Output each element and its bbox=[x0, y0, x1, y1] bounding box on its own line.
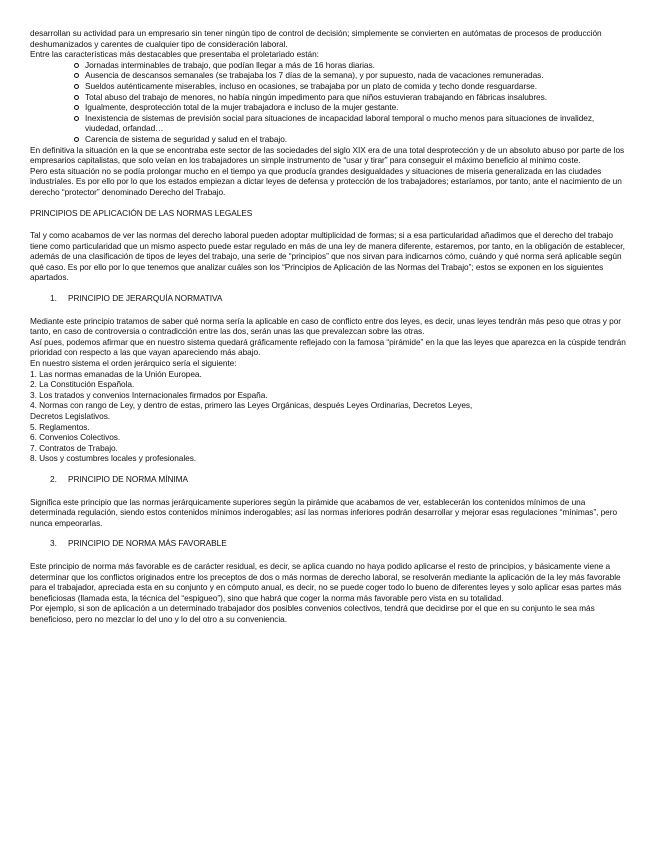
principios-heading: PRINCIPIOS DE APLICACIÓN DE LAS NORMAS LEGALES bbox=[30, 207, 253, 218]
favorable-paragraph-2: Por ejemplo, si son de aplicación a un determinado trabajador dos posibles convenios colectivos, tendrá que decidirse por el que en su conjunto le sea más beneficioso, pero no mezclar lo del uno y lo del otro a su conveniencia. bbox=[30, 603, 595, 624]
list-item: Sueldos auténticamente miserables, incluso en ocasiones, se trabajaba por un plato de comida y techo donde resguardarse. bbox=[74, 81, 630, 92]
list-item: Ausencia de descansos semanales (se trabajaba los 7 días de la semana), y por supuesto, nada de vacaciones remuneradas. bbox=[74, 70, 630, 81]
section-number: 3. bbox=[50, 538, 57, 549]
intro-paragraph-3: En definitiva la situación en la que se encontraba este sector de las sociedades del siglo XIX era de una total desprotección y de un absoluto abuso por parte de los empresarios capitalistas, que solo veían en los trabajadores un simple instrumento de “usar y tirar” para conseguir el máximo beneficio al mínimo coste. bbox=[30, 144, 625, 166]
minima-heading bbox=[30, 474, 630, 485]
intro-paragraph-4: Pero esta situación no se podía prolongar mucho en el tiempo ya que producía grandes desigualdades y situaciones de miseria generalizada en las ciudades industriales. Es por ello por lo que los estados empiezan a dictar leyes de defensa y protección de los trabajadores; estaríamos, por tanto, ante el nacimiento de un derecho “protector” denominado Derecho del Trabajo. bbox=[30, 165, 622, 197]
section-number: 2. bbox=[50, 473, 57, 484]
list-item: Inexistencia de sistemas de previsión social para situaciones de incapacidad laboral temporal o mucho menos para situaciones de invalidez, viudedad, orfandad… bbox=[74, 113, 630, 134]
characteristics-list bbox=[30, 60, 630, 145]
list-item: Total abuso del trabajo de menores, no había ningún impedimento para que niños estuvieran trabajando en fábricas insalubres. bbox=[74, 92, 630, 103]
jerarquia-heading bbox=[30, 293, 630, 304]
favorable-heading bbox=[30, 538, 630, 549]
list-item: 6. Convenios Colectivos. bbox=[30, 432, 121, 443]
section-number: 1. bbox=[50, 293, 57, 304]
list-item: 1. Las normas emanadas de la Unión Europea. bbox=[30, 368, 202, 379]
favorable-paragraph-1: Este principio de norma más favorable es de carácter residual, es decir, se aplica cuando no haya podido aplicarse el resto de principios, y básicamente viene a determinar que los conflictos originados entre los preceptos de dos o más normas de derecho laboral, se resolverán mediante la aplicación de la ley más favorable para el trabajador, apreciada esta en su conjunto y en cómputo anual, es decir, no se puede coger todo lo bueno de diferentes leyes y solo aplicar esas partes más beneficiosas (llamada esta, la técnica del “espigueo”), sino que habrá que coger la norma más favorable pero vista en su totalidad. bbox=[30, 560, 622, 603]
list-item: Igualmente, desprotección total de la mujer trabajadora e incluso de la mujer gestante. bbox=[74, 102, 630, 113]
document-page bbox=[30, 28, 630, 625]
list-item: 2. La Constitución Española. bbox=[30, 379, 135, 390]
list-item: Jornadas interminables de trabajo, que podían llegar a más de 16 horas diarias. bbox=[74, 60, 630, 71]
list-item: Decretos Legislativos. bbox=[30, 411, 111, 421]
list-item: 5. Reglamentos. bbox=[30, 421, 90, 432]
section-title: PRINCIPIO DE NORMA MÁS FAVORABLE bbox=[68, 538, 227, 549]
intro-paragraph-1: desarrollan su actividad para un empresario sin tener ningún tipo de control de decisión; simplemente se convierten en autómatas de procesos de producción deshumanizados y carentes de cualquier tipo de consideración laboral. bbox=[30, 28, 602, 49]
principios-paragraph: Tal y como acabamos de ver las normas del derecho laboral pueden adoptar multiplicidad de formas; si a esa particularidad añadimos que el derecho del trabajo tiene como particularidad que un mismo aspecto puede estar regulado en más de una ley de manera diferente, estaremos, por tanto, en la obligación de establecer, además de una clasificación de tipos de leyes del trabajo, una serie de “principios” que nos sirvan para indicarnos cómo, cuándo y qué norma será aplicable según qué caso. Es por ello por lo que tenemos que analizar cuáles son los “Principios de Aplicación de las Normas del Trabajo”; estos se exponen en los siguientes apartados. bbox=[30, 230, 625, 283]
list-item: 8. Usos y costumbres locales y profesionales. bbox=[30, 453, 197, 464]
list-item: 4. Normas con rango de Ley, y dentro de estas, primero las Leyes Orgánicas, después Leyes Ordinarias, Decretos Leyes, bbox=[30, 400, 473, 411]
list-item: 3. Los tratados y convenios Internacionales firmados por España. bbox=[30, 389, 268, 400]
jerarquia-paragraph-2: Así pues, podemos afirmar que en nuestro sistema quedará gráficamente reflejado con la famosa “pirámide” en la que las leyes que aparezca en la cúspide tendrán prioridad con respecto a las que vayan apareciendo más abajo. bbox=[30, 336, 626, 358]
jerarquia-paragraph-1: Mediante este principio tratamos de saber qué norma sería la aplicable en caso de conflicto entre dos leyes, es decir, unas leyes tendrán más peso que otras y por tanto, en caso de controversia o contradicción entre las dos, serán unas las que prevalezcan sobre las otras. bbox=[30, 315, 621, 337]
list-item: Carencia de sistema de seguridad y salud en el trabajo. bbox=[74, 134, 630, 145]
jerarquia-paragraph-3: En nuestro sistema el orden jerárquico sería el siguiente: bbox=[30, 358, 237, 369]
section-title: PRINCIPIO DE JERARQUÍA NORMATIVA bbox=[68, 293, 223, 304]
minima-paragraph: Significa este principio que las normas jerárquicamente superiores según la pirámide que acabamos de ver, establecerán los contenidos mínimos de una determinada regulación, siendo estos contenidos mínimos inderogables; así las normas inferiores podrán desarrollar y mejorar esas regulaciones “mínimas”, pero nunca empeorarlas. bbox=[30, 496, 618, 528]
list-item: 7. Contratos de Trabajo. bbox=[30, 442, 118, 453]
hierarchy-list bbox=[30, 369, 630, 464]
section-title: PRINCIPIO DE NORMA MÍNIMA bbox=[68, 473, 188, 484]
intro-paragraph-2: Entre las características más destacables que presentaba el proletariado están: bbox=[30, 49, 319, 60]
